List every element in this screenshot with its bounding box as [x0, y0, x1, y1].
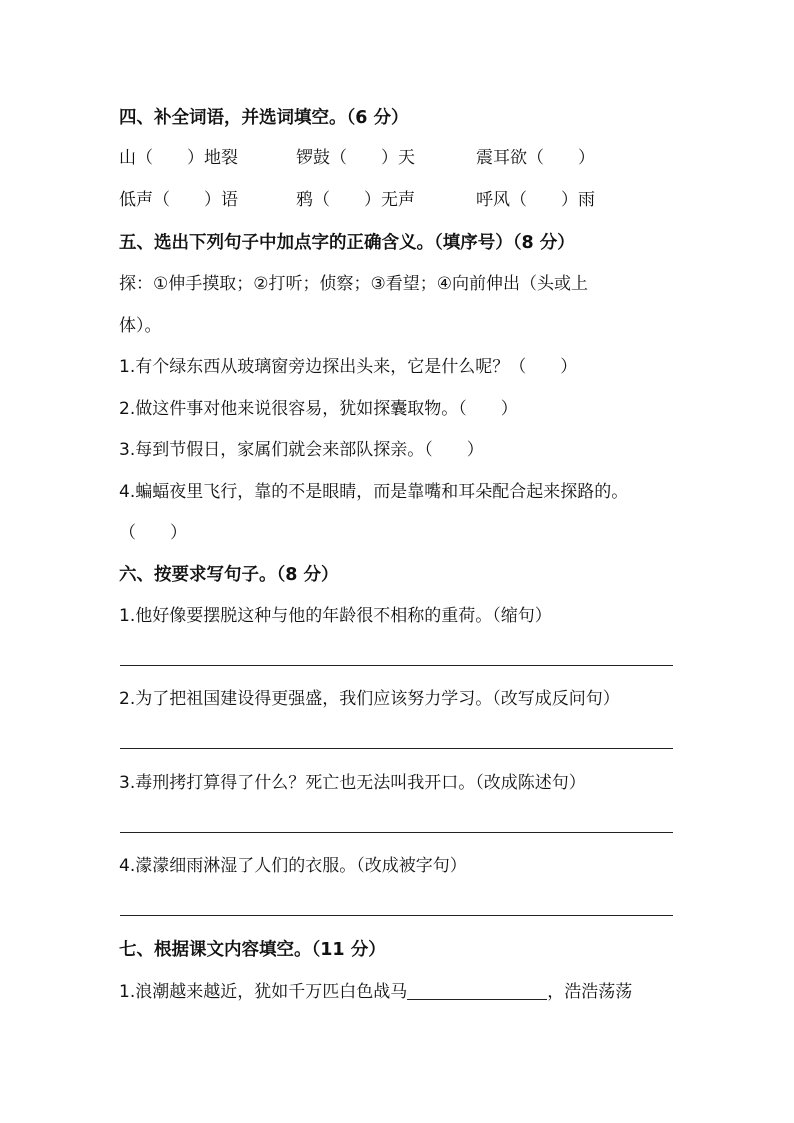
question-5-4[interactable]: 4.蝙蝠夜里飞行，靠的不是眼睛，而是靠嘴和耳朵配合起来探路的。 — [119, 482, 629, 502]
section-4-title: 四、补全词语，并选词填空。（6 分） — [119, 108, 409, 128]
question-5-1[interactable]: 1.有个绿东西从玻璃窗旁边探出头来，它是什么呢？（ ） — [119, 357, 578, 377]
section-7-title: 七、根据课文内容填空。（11 分） — [119, 940, 386, 960]
definition-line: 体）。 — [119, 316, 162, 336]
answer-line[interactable] — [120, 665, 673, 666]
answer-blank[interactable]: （ ） — [119, 523, 187, 543]
question-7-1-after: ，浩浩荡荡 — [547, 982, 633, 1002]
question-7-1 — [119, 980, 632, 1004]
question-6-1: 1.他好像要摆脱这种与他的年龄很不相称的重荷。（缩句） — [119, 606, 552, 626]
question-5-2[interactable]: 2.做这件事对他来说很容易，犹如探囊取物。（ ） — [119, 399, 518, 419]
answer-line[interactable] — [120, 915, 673, 916]
question-6-4: 4.濛濛细雨淋湿了人们的衣服。（改成被字句） — [119, 856, 467, 876]
question-6-3: 3.毒刑拷打算得了什么？死亡也无法叫我开口。（改成陈述句） — [119, 773, 586, 793]
idiom-item[interactable]: 锣鼓（ ）天 — [296, 148, 415, 168]
question-5-3[interactable]: 3.每到节假日，家属们就会来部队探亲。（ ） — [119, 440, 484, 460]
section-6-title: 六、按要求写句子。（8 分） — [119, 565, 339, 585]
answer-line[interactable] — [120, 832, 673, 833]
question-7-1-before: 1.浪潮越来越近，犹如千万匹白色战马 — [119, 982, 408, 1002]
idiom-item[interactable]: 震耳欲（ ） — [476, 148, 595, 168]
section-5-title: 五、选出下列句子中加点字的正确含义。（填序号）（8 分） — [119, 233, 575, 253]
idiom-item[interactable]: 鸦（ ）无声 — [296, 190, 415, 210]
idiom-item[interactable]: 呼风（ ）雨 — [476, 190, 595, 210]
idiom-item[interactable]: 低声（ ）语 — [119, 190, 238, 210]
definition-line: 探：①伸手摸取；②打听；侦察；③看望；④向前伸出（头或上 — [119, 274, 588, 294]
question-6-2: 2.为了把祖国建设得更强盛，我们应该努力学习。（改写成反问句） — [119, 689, 620, 709]
idiom-item[interactable]: 山（ ）地裂 — [119, 148, 238, 168]
answer-line[interactable] — [120, 748, 673, 749]
fill-blank[interactable] — [407, 981, 547, 1000]
